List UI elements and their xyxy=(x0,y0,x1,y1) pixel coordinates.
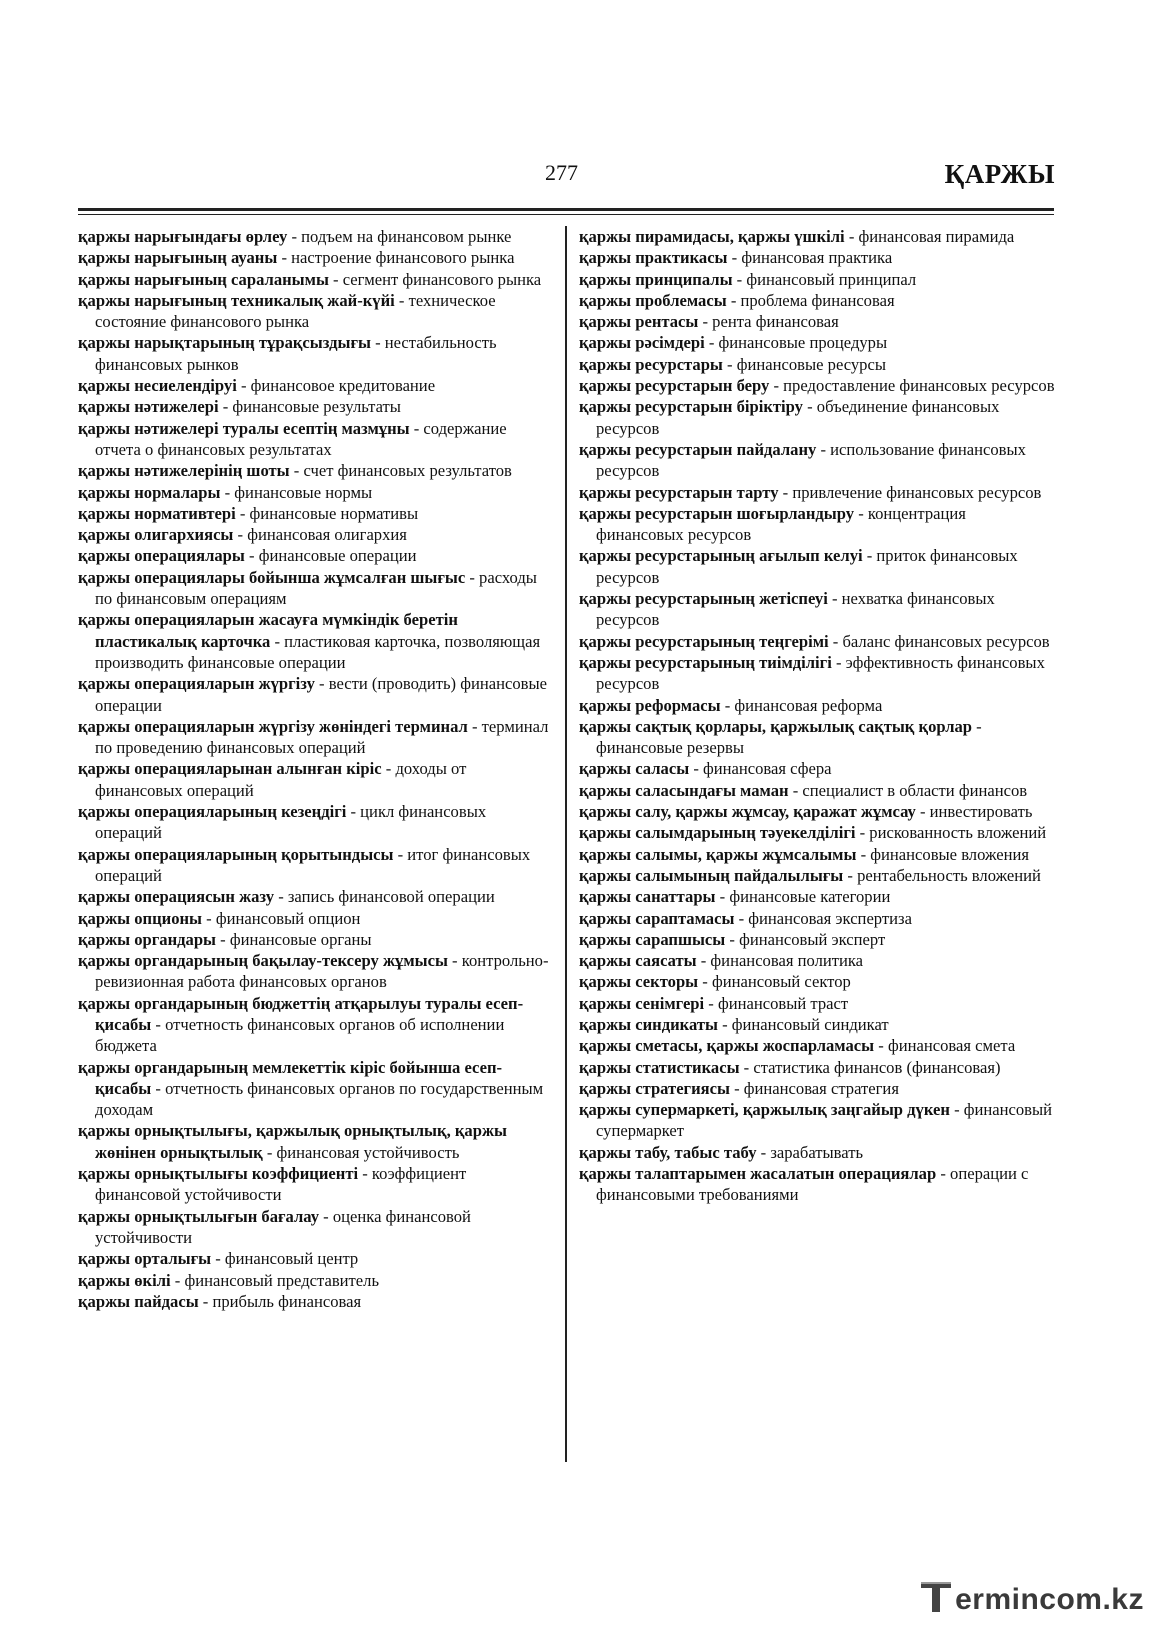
entry-term: қаржы операцияларының қорытындысы xyxy=(78,844,394,864)
dictionary-entry xyxy=(579,801,1055,822)
entry-term: қаржы органдары xyxy=(78,929,217,949)
entry-term: қаржы рәсімдері xyxy=(579,333,705,353)
entry-translation: - финансовый принципал xyxy=(732,269,917,289)
entry-translation: - отчетность финансовых органов об исполнении бюджета xyxy=(95,1014,505,1056)
entry-term: қаржы секторы xyxy=(579,972,699,992)
entry-translation: - финансовая практика xyxy=(727,248,893,268)
dictionary-entry xyxy=(78,1291,554,1312)
entry-term: қаржы операцияларынан алынған кіріс xyxy=(78,759,382,779)
entry-translation: - прибыль финансовая xyxy=(198,1291,362,1311)
dictionary-entry xyxy=(78,1120,554,1163)
entry-translation: - концентрация финансовых ресурсов xyxy=(596,503,966,545)
dictionary-entry xyxy=(579,1057,1055,1078)
entry-term: қаржы синдикаты xyxy=(579,1014,718,1034)
entry-term: қаржы ресурстары xyxy=(579,354,723,374)
dictionary-entry xyxy=(78,673,554,716)
entry-translation: - специалист в области финансов xyxy=(788,780,1028,800)
entry-term: қаржы статистикасы xyxy=(579,1057,740,1077)
entry-term: қаржы саясаты xyxy=(579,951,697,971)
entry-term: қаржы рентасы xyxy=(579,312,699,332)
entry-translation: - итог финансовых операций xyxy=(95,844,531,885)
dictionary-entry xyxy=(579,290,1055,311)
dictionary-entry xyxy=(579,716,1055,759)
dictionary-entry xyxy=(78,567,554,610)
dictionary-entry xyxy=(579,652,1055,695)
entry-term: қаржы сақтық қорлары, қаржылық сақтық қорлар xyxy=(579,716,973,736)
entry-translation: - объединение финансовых ресурсов xyxy=(596,397,1000,438)
entry-translation: - рента финансовая xyxy=(698,312,839,332)
entry-translation: - финансовые органы xyxy=(216,929,372,949)
header-rule-thick xyxy=(78,208,1054,211)
entry-term: қаржы салымының пайдалылығы xyxy=(579,865,844,885)
dictionary-entry xyxy=(579,950,1055,971)
entry-translation: - финансовый центр xyxy=(211,1249,359,1269)
entry-translation: - сегмент финансового рынка xyxy=(328,269,542,289)
dictionary-entry xyxy=(78,226,554,247)
dictionary-entry xyxy=(579,822,1055,843)
entry-term: қаржы пирамидасы, қаржы үшкілі xyxy=(579,227,845,246)
entry-term: қаржы органдарының бюджеттің атқарылуы туралы есеп-қисабы xyxy=(78,993,524,1034)
entry-translation: - настроение финансового рынка xyxy=(277,248,515,268)
entry-term: қаржы органдарының мемлекеттік кіріс бойынша есеп-қисабы xyxy=(78,1057,503,1098)
dictionary-entry xyxy=(579,1078,1055,1099)
dictionary-entry xyxy=(78,1270,554,1291)
dictionary-entry xyxy=(78,1057,554,1121)
entry-translation: - финансовая реформа xyxy=(720,695,883,715)
entry-translation: - привлечение финансовых ресурсов xyxy=(778,482,1042,502)
entry-term: қаржы пайдасы xyxy=(78,1291,199,1311)
entry-term: қаржы принципалы xyxy=(579,269,733,289)
entry-translation: - финансовая пирамида xyxy=(844,227,1015,246)
section-title: ҚАРЖЫ xyxy=(944,159,1055,189)
entry-translation: - баланс финансовых ресурсов xyxy=(828,631,1050,651)
entry-term: қаржы сенімгері xyxy=(579,993,705,1013)
dictionary-entry xyxy=(78,886,554,907)
dictionary-entry xyxy=(78,929,554,950)
dictionary-entry xyxy=(78,482,554,503)
entry-term: қаржы нәтижелерінің шоты xyxy=(78,461,290,481)
entry-translation: - содержание отчета о финансовых результатах xyxy=(95,418,507,459)
dictionary-entry xyxy=(579,482,1055,503)
entry-translation: - рентабельность вложений xyxy=(843,865,1041,885)
dictionary-entry xyxy=(579,993,1055,1014)
dictionary-entry xyxy=(579,332,1055,353)
entry-translation: - счет финансовых результатов xyxy=(289,461,512,481)
dictionary-entry xyxy=(579,844,1055,865)
entry-term: қаржы опционы xyxy=(78,908,203,928)
entry-term: қаржы операциялары xyxy=(78,546,245,566)
entry-translation: - цикл финансовых операций xyxy=(95,802,487,843)
entry-term: қаржы нарығының сараланымы xyxy=(78,269,329,289)
dictionary-entry xyxy=(78,503,554,524)
entry-term: қаржы операцияларын жүргізу xyxy=(78,674,315,694)
termincom-logo-icon xyxy=(919,1579,953,1615)
entry-term: қаржы органдарының бақылау-тексеру жұмысы xyxy=(78,951,448,971)
entry-term: қаржы несиелендіруі xyxy=(78,376,237,396)
entry-translation: - финансовые результаты xyxy=(218,397,401,417)
entry-translation: - финансовые категории xyxy=(715,887,891,907)
dictionary-entry xyxy=(78,247,554,268)
entry-translation: - финансовый эксперт xyxy=(725,929,886,949)
entry-translation: - проблема финансовая xyxy=(726,290,895,310)
entry-term: қаржы саласы xyxy=(579,759,690,779)
dictionary-entry xyxy=(78,332,554,375)
entry-translation: - финансовый опцион xyxy=(202,908,361,928)
dictionary-entry xyxy=(579,439,1055,482)
entry-translation: - финансовая экспертиза xyxy=(734,908,912,928)
entry-term: қаржы орнықтылығын бағалау xyxy=(78,1206,320,1226)
dictionary-entry xyxy=(78,801,554,844)
entry-term: қаржы табу, табыс табу xyxy=(579,1142,757,1162)
dictionary-entry xyxy=(579,396,1055,439)
dictionary-entry xyxy=(78,269,554,290)
left-column xyxy=(78,226,554,1312)
entry-translation: - финансовый супермаркет xyxy=(596,1100,1053,1141)
dictionary-entry xyxy=(579,631,1055,652)
entry-term: қаржы саласындағы маман xyxy=(579,780,789,800)
entry-translation: - финансовые нормы xyxy=(220,482,373,502)
entry-translation: - подъем на финансовом рынке xyxy=(287,227,512,246)
entry-translation: - статистика финансов (финансовая) xyxy=(739,1057,1001,1077)
dictionary-entry xyxy=(579,354,1055,375)
entry-term: қаржы нарығындағы өрлеу xyxy=(78,227,288,246)
dictionary-entry xyxy=(579,375,1055,396)
dictionary-entry xyxy=(579,226,1055,247)
entry-translation: - финансовые операции xyxy=(244,546,417,566)
entry-translation: - инвестировать xyxy=(915,802,1033,822)
entry-term: қаржы ресурстарын біріктіру xyxy=(579,397,803,417)
entry-term: қаржы талаптарымен жасалатын операциялар xyxy=(579,1164,937,1184)
dictionary-entry xyxy=(579,908,1055,929)
entry-translation: - пластиковая карточка, позволяющая производить финансовые операции xyxy=(95,631,541,672)
entry-term: қаржы ресурстарының ағылып келуі xyxy=(579,546,863,566)
dictionary-entry xyxy=(78,950,554,993)
dictionary-entry xyxy=(78,1163,554,1206)
entry-translation: - контрольно-ревизионная работа финансовых органов xyxy=(95,951,549,992)
entry-translation: - нехватка финансовых ресурсов xyxy=(596,589,995,630)
entry-translation: - финансовое кредитование xyxy=(236,376,436,396)
entry-translation: - финансовый синдикат xyxy=(717,1014,889,1034)
dictionary-entry xyxy=(579,269,1055,290)
entry-term: қаржы нәтижелері туралы есептің мазмұны xyxy=(78,418,410,438)
entry-translation: - оценка финансовой устойчивости xyxy=(95,1206,471,1247)
dictionary-entry xyxy=(579,1142,1055,1163)
entry-term: қаржы нәтижелері xyxy=(78,397,219,417)
entry-translation: - отчетность финансовых органов по государственным доходам xyxy=(95,1078,544,1120)
dictionary-entry xyxy=(78,418,554,461)
page-number: 277 xyxy=(545,160,578,185)
entry-term: қаржы операциясын жазу xyxy=(78,887,275,907)
entry-term: қаржы ресурстарының тиімділігі xyxy=(579,652,832,672)
dictionary-entry xyxy=(579,929,1055,950)
dictionary-entry xyxy=(579,695,1055,716)
entry-term: қаржы санаттары xyxy=(579,887,716,907)
entry-term: қаржы ресурстарының теңгерімі xyxy=(579,631,829,651)
right-column xyxy=(579,226,1055,1206)
entry-term: қаржы ресурстарын шоғырландыру xyxy=(579,503,855,523)
entry-translation: - финансовая олигархия xyxy=(233,525,407,545)
dictionary-entry xyxy=(579,311,1055,332)
entry-term: қаржы реформасы xyxy=(579,695,721,715)
entry-term: қаржы орнықтылығы коэффициенті xyxy=(78,1164,359,1184)
entry-translation: - финансовые нормативы xyxy=(235,503,419,523)
entry-term: қаржы операцияларының кезеңдігі xyxy=(78,802,347,822)
entry-term: қаржы салымдарының тәуекелділігі xyxy=(579,823,856,843)
entry-translation: - расходы по финансовым операциям xyxy=(95,567,537,609)
entry-translation: - финансовые резервы xyxy=(596,716,982,758)
entry-translation: - эффективность финансовых ресурсов xyxy=(596,652,1045,694)
dictionary-entry xyxy=(78,524,554,545)
entry-term: қаржы ресурстарын пайдалану xyxy=(579,439,817,459)
dictionary-entry xyxy=(579,1099,1055,1142)
dictionary-entry xyxy=(78,1248,554,1269)
entry-translation: - зарабатывать xyxy=(756,1142,864,1162)
entry-term: қаржы ресурстарының жетіспеуі xyxy=(579,589,828,609)
entry-term: қаржы сарапшысы xyxy=(579,929,726,949)
dictionary-entry xyxy=(78,609,554,673)
entry-translation: - операции с финансовыми требованиями xyxy=(596,1164,1029,1205)
entry-term: қаржы практикасы xyxy=(579,248,728,268)
entry-translation: - финансовые ресурсы xyxy=(722,354,886,374)
entry-translation: - финансовые вложения xyxy=(856,844,1029,864)
dictionary-entry xyxy=(78,545,554,566)
dictionary-entry xyxy=(78,716,554,759)
entry-term: қаржы операциялары бойынша жұмсалған шығыс xyxy=(78,567,466,587)
entry-term: қаржы салу, қаржы жұмсау, қаражат жұмсау xyxy=(579,802,916,822)
entry-term: қаржы нарығының техникалық жай-күйі xyxy=(78,290,395,310)
entry-term: қаржы супермаркеті, қаржылық заңгайыр дүкен xyxy=(579,1100,950,1120)
dictionary-entry xyxy=(78,290,554,333)
dictionary-entry xyxy=(579,865,1055,886)
entry-term: қаржы сметасы, қаржы жоспарламасы xyxy=(579,1036,875,1056)
dictionary-entry xyxy=(78,396,554,417)
entry-translation: - использование финансовых ресурсов xyxy=(596,439,1026,481)
column-divider xyxy=(565,226,567,1462)
entry-term: қаржы олигархиясы xyxy=(78,525,234,545)
entry-term: қаржы ресурстарын беру xyxy=(579,376,770,396)
entry-translation: - финансовый сектор xyxy=(698,972,851,992)
entry-translation: - доходы от финансовых операций xyxy=(95,759,467,800)
entry-translation: - финансовый представитель xyxy=(170,1270,380,1290)
entry-translation: - финансовая политика xyxy=(696,951,864,971)
entry-term: қаржы операцияларын жүргізу жөніндегі терминал xyxy=(78,716,468,736)
entry-translation: - нестабильность финансовых рынков xyxy=(95,333,497,374)
dictionary-entry xyxy=(78,993,554,1057)
dictionary-entry xyxy=(78,460,554,481)
entry-translation: - коэффициент финансовой устойчивости xyxy=(95,1164,467,1205)
watermark xyxy=(919,1579,1144,1617)
entry-term: қаржы орнықтылығы, қаржылық орнықтылық, қаржы жөнінен орнықтылық xyxy=(78,1121,507,1162)
entry-translation: - финансовый траст xyxy=(704,993,849,1013)
dictionary-entry xyxy=(579,503,1055,546)
entry-term: қаржы орталығы xyxy=(78,1249,212,1269)
dictionary-entry xyxy=(78,758,554,801)
entry-term: қаржы нормативтері xyxy=(78,503,236,523)
header-rule-thin xyxy=(78,214,1054,215)
dictionary-entry xyxy=(579,247,1055,268)
dictionary-entry xyxy=(579,971,1055,992)
dictionary-entry xyxy=(579,886,1055,907)
watermark-text: ermincom.kz xyxy=(955,1583,1144,1616)
entry-translation: - рискованность вложений xyxy=(855,823,1047,843)
dictionary-entry xyxy=(579,1014,1055,1035)
entry-term: қаржы стратегиясы xyxy=(579,1078,730,1098)
entry-translation: - предоставление финансовых ресурсов xyxy=(769,376,1055,396)
entry-translation: - вести (проводить) финансовые операции xyxy=(95,674,548,715)
entry-term: қаржы өкілі xyxy=(78,1270,171,1290)
entry-translation: - финансовая смета xyxy=(874,1036,1016,1056)
entry-term: қаржы операцияларын жасауға мүмкіндік беретін пластикалық карточка xyxy=(78,610,458,651)
dictionary-entry xyxy=(78,908,554,929)
dictionary-entry xyxy=(579,758,1055,779)
dictionary-entry xyxy=(78,844,554,887)
entry-translation: - приток финансовых ресурсов xyxy=(596,546,1018,587)
entry-translation: - финансовая устойчивость xyxy=(262,1142,460,1162)
entry-term: қаржы проблемасы xyxy=(579,290,727,310)
entry-translation: - финансовые процедуры xyxy=(704,333,888,353)
entry-translation: - финансовая стратегия xyxy=(729,1078,899,1098)
dictionary-entry xyxy=(579,545,1055,588)
entry-translation: - терминал по проведению финансовых операций xyxy=(95,716,549,758)
dictionary-entry xyxy=(579,1035,1055,1056)
dictionary-entry xyxy=(579,1163,1055,1206)
entry-term: қаржы сараптамасы xyxy=(579,908,735,928)
entry-term: қаржы ресурстарын тарту xyxy=(579,482,779,502)
entry-term: қаржы нарықтарының тұрақсыздығы xyxy=(78,333,371,353)
entry-translation: - запись финансовой операции xyxy=(274,887,495,907)
entry-translation: - финансовая сфера xyxy=(689,759,832,779)
dictionary-entry xyxy=(579,588,1055,631)
entry-term: қаржы нарығының ауаны xyxy=(78,248,278,268)
entry-term: қаржы салымы, қаржы жұмсалымы xyxy=(579,844,857,864)
dictionary-entry xyxy=(579,780,1055,801)
dictionary-entry xyxy=(78,375,554,396)
entry-term: қаржы нормалары xyxy=(78,482,221,502)
entry-translation: - техническое состояние финансового рынка xyxy=(95,290,496,332)
dictionary-entry xyxy=(78,1206,554,1249)
